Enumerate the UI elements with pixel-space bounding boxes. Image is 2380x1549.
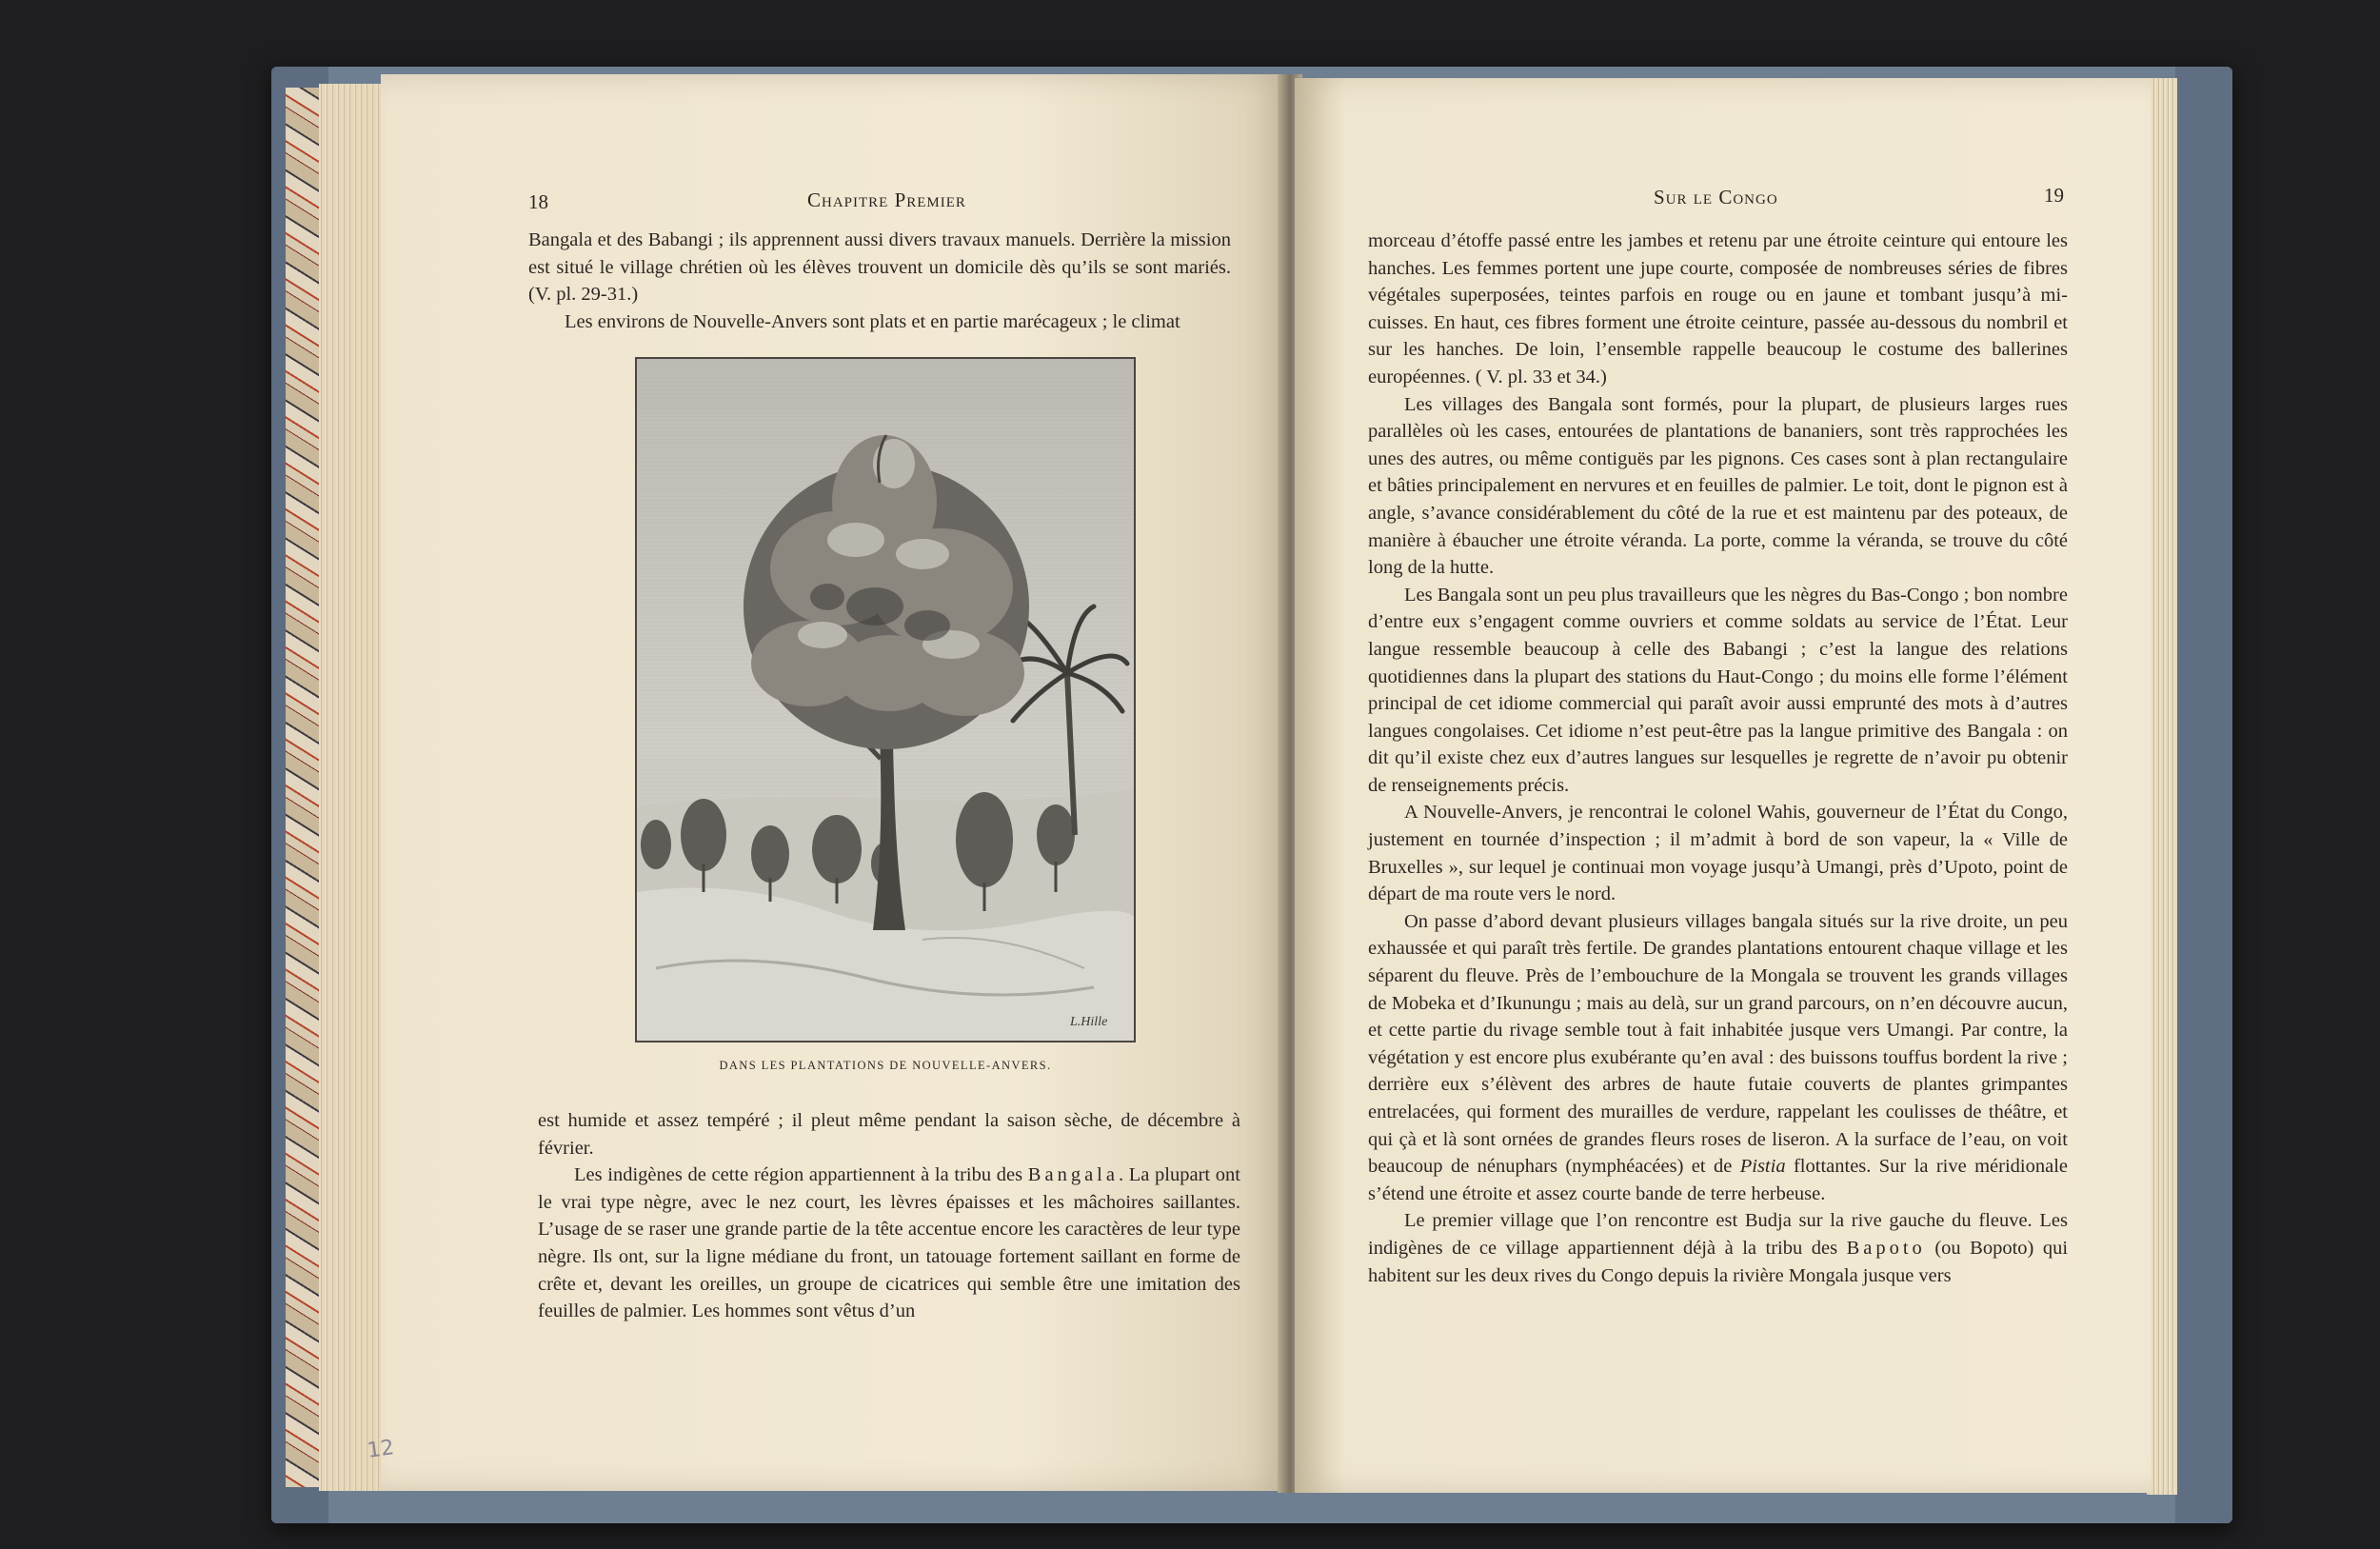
engraving-plate xyxy=(635,357,1136,1043)
tribe-name: Bapoto xyxy=(1846,1237,1926,1259)
pencil-annotation: 12 xyxy=(366,1436,396,1463)
left-running-head: Chapitre Premier xyxy=(807,189,966,211)
right-page-number: 19 xyxy=(2044,184,2064,207)
paragraph: Les villages des Bangala sont formés, pour la plupart, de plusieurs larges rues parallèles où les cases, entourées de plantations de bananiers, sont très rapprochées les unes des autres, ou même contiguës par les pignons. Ces cases sont à plan rectangulaire et bâties principalement en nervures et en feuilles de palmier. Le toit, dont le pignon est à angle, s’avance considérablement du côté de la rue et est maintenu par des poteaux, de manière à ébaucher une étroite véranda. La porte, comme la véranda, se trouve du côté long de la hutte. xyxy=(1368,393,2068,579)
figure-caption: DANS LES PLANTATIONS DE NOUVELLE-ANVERS. xyxy=(719,1059,1052,1072)
page-stack-left xyxy=(319,84,390,1491)
paragraph: Le premier village que l’on rencontre est Budja sur la rive gauche du fleuve. Les indigènes de ce village appartiennent déjà à la tribu des Bapoto (ou Bopoto) qui habitent sur les deux rives du Congo depuis la rivière Mongala jusque vers xyxy=(1368,1210,2069,1286)
paragraph: A Nouvelle-Anvers, je rencontrai le colonel Wahis, gouverneur de l’État du Congo, justement en tournée d’inspection ; il m’admit à bord de son vapeur, la « Ville de Bruxelles », sur lequel je continuai mon voyage jusqu’à Umangi, près d’Upoto, point de départ de ma route vers le nord. xyxy=(1368,802,2068,905)
left-text-bottom xyxy=(538,1107,1240,1325)
paragraph: morceau d’étoffe passé entre les jambes et retenu par une étroite ceinture qui entoure les hanches. Les femmes portent une jupe courte, composée de nombreuses séries de fibres végétales superposées, teintes parfois en rouge ou en jaune et tombant jusqu’à mi-cuisses. En haut, ces fibres forment une étroite ceinture, passée au-dessous du nombril et sur les hanches. De loin, l’ensemble rappelle beaucoup le costume des ballerines européennes. ( V. pl. 33 et 34.) xyxy=(1368,230,2068,387)
engraver-signature: L.Hille xyxy=(1070,1015,1108,1029)
right-text xyxy=(1368,228,2068,1289)
cover-edge-right xyxy=(2175,67,2232,1523)
right-running-head: Sur le Congo xyxy=(1654,186,1778,209)
paragraph: Les environs de Nouvelle-Anvers sont plats et en partie marécageux ; le climat xyxy=(565,310,1180,332)
tribe-name: Bangala xyxy=(1027,1164,1119,1186)
paragraph: Les indigènes de cette région appartiennent à la tribu des Bangala. La plupart ont le vrai type nègre, avec le nez court, les lèvres épaisses et les mâchoires saillantes. L’usage de se raser une grande partie de la tête accentue encore les caractères de leur type nègre. Ils ont, sur la ligne médiane du front, un tatouage fortement saillant en forme de crête et, devant les oreilles, un groupe de cicatrices qui semble être une imitation des feuilles de palmier. Les hommes sont vêtus d’un xyxy=(538,1164,1240,1322)
left-text-top xyxy=(528,227,1231,335)
italic-term: Pistia xyxy=(1739,1156,1786,1178)
tree-illustration xyxy=(637,359,1134,1041)
paragraph: Bangala et des Babangi ; ils apprennent aussi divers travaux manuels. Derrière la mission est situé le village chrétien où les élèves trouvent un domicile dès qu’ils se sont mariés. (V. pl. 29-31.) xyxy=(528,229,1231,306)
left-page-number: 18 xyxy=(528,190,548,213)
paragraph: est humide et assez tempéré ; il pleut même pendant la saison sèche, de décembre à février. xyxy=(538,1110,1240,1159)
paragraph: Les Bangala sont un peu plus travailleurs que les nègres du Bas-Congo ; bon nombre d’entre eux s’engagent comme ouvriers et comme soldats au service de l’État. Leur langue ressemble beaucoup à celle des Babangi ; c’est la langue des relations quotidiennes dans la plupart des stations du Haut-Congo ; du moins elle forme l’élément principal de cet idiome commercial qui paraît avoir aussi emprunté des mots à d’autres langues congolaises. Cet idiome n’est peut-être pas la langue primitive des Bangala : on dit qu’il existe chez eux d’autres langues sur lesquelles je regrette de n’avoir pu obtenir de renseignements précis. xyxy=(1368,584,2068,796)
paragraph: On passe d’abord devant plusieurs villages bangala situés sur la rive droite, un peu exhaussée et qui paraît très fertile. De grandes plantations entourent chaque village et les séparent du fleuve. Près de l’embouchure de la Mongala se trouvent les grands villages de Mobeka et d’Ikunungu ; mais au delà, sur un grand parcours, on n’en découvre aucun, et cette partie du rivage semble tout à fait inhabitée jusque vers Umangi. Par contre, la végétation y est encore plus exubérante qu’en aval : des buissons touffus bordent la rive ; derrière eux s’élèvent des arbres de haute futaie couverts de plantes grimpantes entrelacées, qui forment des murailles de verdure, rappelant les coulisses de théâtre, et qui çà et là sont ornées de grandes fleurs roses de liseron. A la surface de l’eau, on voit beaucoup de nénuphars (nymphéacées) et de Pistia flottantes. Sur la rive méridionale s’étend une étroite et assez courte bande de terre herbeuse. xyxy=(1368,910,2069,1204)
